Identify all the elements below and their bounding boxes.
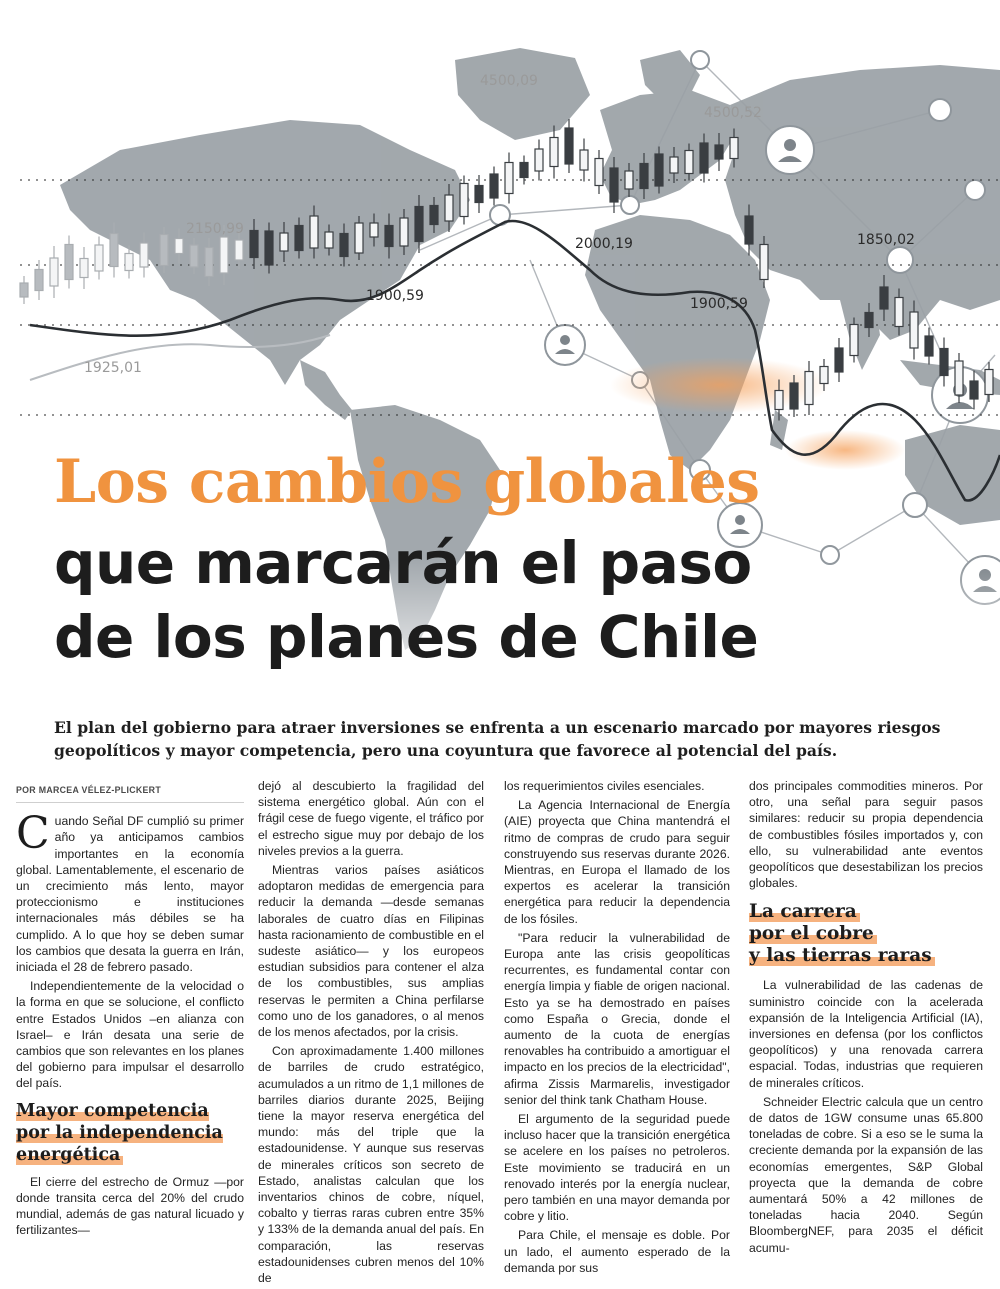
candle-body — [50, 258, 58, 286]
paragraph: El cierre del estrecho de Ormuz —por donde transita cerca del 20% del crudo mundial, además de gas natural licuado y fertilizantes— — [16, 1174, 244, 1238]
paragraph: Schneider Electric calcula que un centro de datos de 1GW consume unas 65.800 toneladas de cobre. Si a eso se le suma la creciente demanda por la expansión de las economías emergentes, S&P Global proyecta que la demanda de cobre aumentará 50% a 42 millones de toneladas hacia 2040. Según BloombergNEF, para 2035 el déficit acumu- — [749, 1094, 983, 1255]
candle-body — [850, 325, 858, 356]
article-column-4 — [749, 778, 983, 1259]
candle-body — [110, 234, 118, 267]
paragraph: dejó al descubierto la fragilidad del sistema energético global. Aún con el frágil cese de fuego vigente, el tráfico por el estrecho sigue muy por debajo de los niveles previos a la guerra. — [258, 779, 484, 858]
candle-body — [95, 245, 103, 271]
candle-body — [670, 157, 678, 173]
candle-body — [340, 234, 348, 257]
paragraph: Para Chile, el mensaje es doble. Por un lado, el aumento esperado de la demanda por sus — [504, 1228, 730, 1275]
candle-body — [445, 195, 453, 221]
byline: POR MARCEA VÉLEZ-PLICKERT — [16, 778, 244, 803]
candle-body — [80, 259, 88, 278]
candle-body — [595, 159, 603, 186]
paragraph: La Agencia Internacional de Energía (AIE) proyecta que China mantendrá el ritmo de compras de crudo para seguir construyendo sus reservas durante 2026. Mientras, en Europa el llamado de los expertos es acelerar la transición energética para reducir la dependencia de los fósiles. — [504, 798, 730, 926]
candle-body — [760, 245, 768, 280]
candle-body — [880, 287, 888, 309]
candle-body — [715, 145, 723, 159]
candle-body — [655, 154, 663, 186]
candle-body — [685, 151, 693, 174]
candle-body — [820, 367, 828, 384]
candle-body — [35, 270, 43, 291]
candle-body — [505, 163, 513, 194]
candle-body — [385, 226, 393, 247]
candle-body — [140, 243, 148, 267]
candle-body — [580, 150, 588, 170]
candle-body — [490, 174, 498, 198]
price-label: 2000,19 — [575, 236, 633, 252]
candle-body — [640, 164, 648, 189]
candle-body — [400, 218, 408, 246]
headline-line-1: Los cambios globales — [54, 447, 760, 517]
price-label: 1925,01 — [84, 360, 142, 376]
candle-body — [355, 223, 363, 253]
headline — [54, 438, 994, 674]
candle-body — [250, 231, 258, 258]
candle-body — [205, 248, 213, 277]
candle-body — [565, 128, 573, 164]
candle-body — [925, 336, 933, 356]
price-label: 4500,09 — [480, 73, 538, 89]
candle-body — [970, 381, 978, 399]
candle-body — [535, 149, 543, 171]
candle-body — [865, 313, 873, 328]
price-label: 2150,99 — [186, 221, 244, 237]
candle-body — [610, 168, 618, 202]
candle-body — [295, 226, 303, 251]
candle-body — [265, 231, 273, 265]
article-column-2 — [258, 778, 484, 1289]
candle-body — [790, 383, 798, 409]
subhead-copper: La carrera por el cobre y las tierras raras — [749, 901, 983, 967]
candle-body — [985, 370, 993, 395]
paragraph: Independientemente de la velocidad o la forma en que se solucione, el conflicto entre Estados Unidos –en alianza con Israel– e Irán desata una serie de cambios que son relevantes en los planes del gobierno para impulsar el desarrollo del país. — [16, 979, 244, 1091]
price-label: 4500,52 — [704, 105, 762, 121]
candle-body — [430, 206, 438, 225]
candle-body — [325, 232, 333, 248]
price-label: 1900,59 — [366, 288, 424, 304]
headline-line-3: de los planes de Chile — [54, 603, 759, 671]
lede: El plan del gobierno para atraer inversiones se enfrenta a un escenario marcado por mayores riesgos geopolíticos y mayor competencia, pero una coyuntura que favorece al potencial del país. — [54, 718, 941, 760]
candle-body — [805, 372, 813, 405]
paragraph: Mientras varios países asiáticos adoptaron medidas de emergencia para reducir la demanda —desde semanas laborales de cuatro días en Filipinas hasta racionamiento de combustible en el sudeste asiático— y los europeos estudian subsidios para contener el alza de los combustibles, sus amplias reservas le permiten a China perfilarse como uno de los ganadores, o al menos de los menos afectados, por la crisis. — [258, 863, 484, 1040]
candle-body — [235, 240, 243, 260]
candle-body — [730, 138, 738, 159]
subhead-energy: Mayor competencia por la independencia energética — [16, 1100, 223, 1165]
drop-cap: C — [16, 808, 50, 860]
candle-body — [220, 237, 228, 273]
paragraph: dos principales commodities mineros. Por otro, una señal para seguir pasos similares: reducir su propia dependencia de combustibles fósiles importados y, con ello, su vulnerabilidad ante eventos geopolíticos que desestabilizan los precios globales. — [749, 779, 983, 891]
candle-body — [160, 235, 168, 266]
candle-body — [895, 298, 903, 327]
candle-body — [700, 143, 708, 173]
price-label: 1850,02 — [857, 232, 915, 248]
candle-body — [775, 391, 783, 410]
candle-body — [175, 239, 183, 254]
candle-body — [475, 186, 483, 203]
candle-body — [625, 171, 633, 189]
candle-body — [20, 283, 28, 297]
candle-body — [520, 163, 528, 178]
candle-body — [65, 245, 73, 280]
paragraph: La vulnerabilidad de las cadenas de suministro coincide con la acelerada expansión de la Inteligencia Artificial (IA), inversiones en defensa (por los conflictos geopolíticos) y una renovada carrera espacial. Todas, industrias que requieren de minerales críticos. — [749, 978, 983, 1090]
candle-body — [370, 223, 378, 237]
candle-body — [940, 349, 948, 376]
headline-line-2: que marcarán el paso — [54, 529, 752, 597]
paragraph: Con aproximadamente 1.400 millones de barriles de crudo estratégico, acumulados a un ritmo de 1,1 millones de barriles diarios durante 2025, Beijing tiene la mayor reserva energética del mundo: más del triple que la estadounidense. Y aunque sus reservas de minerales críticos son secreto de Estado, analistas calculan que los inventarios chinos de cobre, níquel, cobalto y tierras raras cubren entre 35% y 133% de la demanda anual del país. En comparación, las reservas estadounidenses cubren menos del 10% de — [258, 1044, 484, 1286]
price-label: 1900,59 — [690, 296, 748, 312]
candle-body — [745, 216, 753, 244]
paragraph: "Para reducir la vulnerabilidad de Europa ante las crisis geopolíticas recurrentes, es fundamental contar con energía limpia y fiable de origen nacional. Esto ya se ha demostrado en países como España o Grecia, donde el aumento de la cuota de energías renovables ha contribuido a amortiguar el impacto en los precios de la electricidad", afirma Zissis Marmarelis, investigador senior del think tank Chatham House. — [504, 930, 730, 1107]
candle-body — [190, 245, 198, 267]
paragraph: Cuando Señal DF cumplió su primer año ya anticipamos cambios importantes en la economía global. Lamentablemente, el escenario de un crecimiento más lento, mayor proteccionismo e instituciones internacionales más débiles se ha cumplido. A lo que hoy se deben sumar los cambios que desata la guerra en Irán, iniciada el 28 de febrero pasado. — [16, 808, 244, 975]
paragraph: El argumento de la seguridad puede incluso hacer que la transición energética se acelere en los países no petroleros. Este movimiento se traducirá en un renovado interés por la energía nuclear, pero también en una mayor demanda por cobre y litio. — [504, 1112, 730, 1224]
article-column-3 — [504, 778, 730, 1279]
candle-body — [910, 312, 918, 348]
candle-body — [280, 233, 288, 251]
article-column-1 — [16, 778, 244, 1241]
candle-body — [415, 207, 423, 242]
candle-body — [310, 216, 318, 248]
paragraph: los requerimientos civiles esenciales. — [504, 779, 705, 793]
candle-body — [125, 254, 133, 271]
candle-body — [955, 361, 963, 395]
candle-body — [550, 138, 558, 167]
candle-body — [835, 348, 843, 372]
candle-body — [460, 184, 468, 217]
